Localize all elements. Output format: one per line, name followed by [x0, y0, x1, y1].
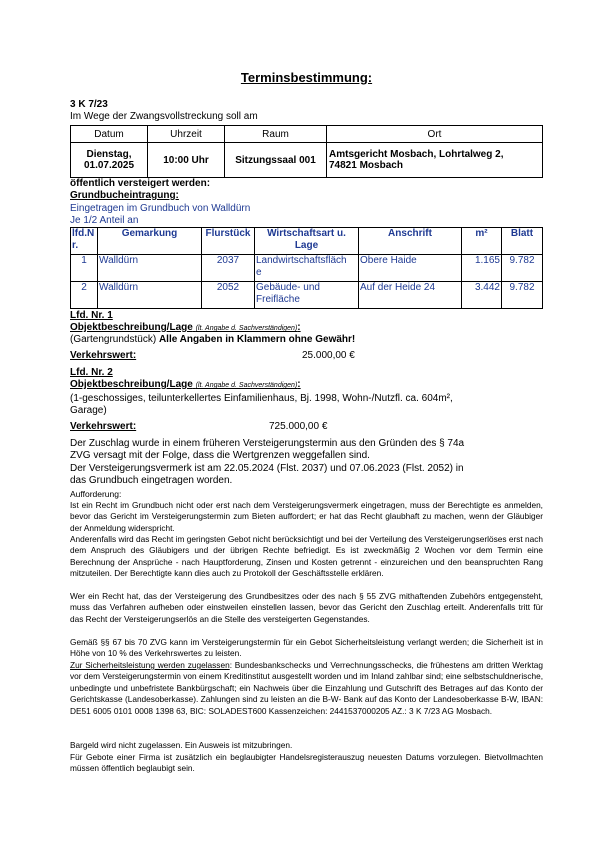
wer-text: Wer ein Recht hat, das der Versteigerung des Grundbesitzes oder des nach § 55 ZVG mithaftenden Zubehörs entgegensteht, muss das Verfahren aufheben oder einstweilen einstellen lassen, bevor das Gericht den Zuschlag erteilt. Anderenfalls tritt für das Recht der Versteigerungserlös an die Stelle des versteigerten Gegenstandes. — [70, 591, 543, 624]
schedule-place — [327, 143, 543, 178]
sicherheit-body: : Bundesbankschecks und Verrechnungsschecks, die frühestens am dritten Werktag vor dem Versteigerungstermin von einem Kreditinstitut ausgestellt worden und im Inland zahlbar sind; eine selbstschuldnerische, unbedingte und unbefristete Bankbürgschaft; ein Nachweis über die Einzahlung und Gutschrift des Betrages auf das Konto der Gerichtskasse (Landesoberkasse). Zahlungen sind zu leisten an die B-W- Bank auf das Konto der Landesoberkasse B-W, IBAN: DE51 6005 0101 0008 1398 63, BIC: SOLADEST600 Kassenzeichen: 2441537000205 AZ.: 3 K 7/23 AG Mosbach. — [70, 660, 543, 716]
auction-text: öffentlich versteigert werden: — [70, 178, 211, 189]
land-cell-wirtschaftsart — [255, 255, 359, 282]
land-header-flurstueck: Flurstück — [202, 228, 255, 255]
item2-value-label: Verkehrswert: — [70, 421, 137, 432]
land-cell-m2: 3.442 — [462, 282, 502, 309]
land-cell-anschrift: Obere Haide — [359, 255, 462, 282]
land-table — [70, 227, 543, 309]
item1-value-label: Verkehrswert: — [70, 350, 137, 361]
land-header-nr — [71, 228, 98, 255]
bargeld-text: Bargeld wird nicht zugelassen. Ein Ausweis ist mitzubringen. — [70, 740, 293, 750]
item2-desc-note: (lt. Angabe d. Sachverständigen) — [195, 382, 298, 389]
land-cell-nr: 1 — [71, 255, 98, 282]
land-cell-blatt: 9.782 — [502, 282, 543, 309]
item2-desc-heading — [70, 379, 301, 391]
land-header-nr-b: r. — [72, 240, 79, 251]
land-cell-wirtschaftsart-a: Landwirtschaftsfläch — [256, 255, 347, 266]
land-cell-blatt: 9.782 — [502, 255, 543, 282]
land-header-wirtschaftsart-a: Wirtschaftsart u. — [267, 228, 346, 239]
land-header-nr-a: lfd.N — [72, 228, 95, 239]
schedule-header-row — [71, 126, 543, 143]
land-header-anschrift: Anschrift — [359, 228, 462, 255]
vermerk-line2: das Grundbuch eingetragen worden. — [70, 475, 233, 486]
sicherheit-text — [70, 660, 543, 717]
item2-desc-line2: Garage) — [70, 405, 107, 416]
schedule-header-date: Datum — [71, 126, 148, 143]
schedule-date — [71, 143, 148, 178]
gemaess-text: Gemäß §§ 67 bis 70 ZVG kann im Versteigerungstermin für ein Gebot Sicherheitsleistung verlangt werden; die Sicherheit ist in Höhe von 10 % des Verkehrswertes zu leisten. — [70, 637, 543, 659]
schedule-header-place: Ort — [327, 126, 543, 143]
item1-desc-heading-text: Objektbeschreibung/Lage — [70, 322, 193, 333]
land-header-wirtschaftsart — [255, 228, 359, 255]
land-cell-gemarkung: Walldürn — [98, 255, 202, 282]
land-cell-wirtschaftsart-b: e — [256, 267, 262, 278]
aufforderung-heading: Aufforderung: — [70, 489, 122, 499]
schedule-header-room: Raum — [225, 126, 327, 143]
aufforderung-text: Ist ein Recht im Grundbuch nicht oder erst nach dem Versteigerungsvermerk eingetragen, muss der Berechtigte es anmelden, bevor das Gericht im Versteigerungstermin zum Bieten auffordert; er hat das Recht glaubhaft zu machen, wenn der Gläubiger der Anmeldung widerspricht. — [70, 500, 543, 533]
land-cell-m2: 1.165 — [462, 255, 502, 282]
schedule-place-line1: Amtsgericht Mosbach, Lohrtalweg 2, — [329, 149, 504, 160]
schedule-date-weekday: Dienstag, — [86, 149, 132, 160]
item1-desc-heading — [70, 322, 301, 334]
intro-text: Im Wege der Zwangsvollstreckung soll am — [70, 111, 258, 122]
land-cell-gemarkung: Walldürn — [98, 282, 202, 309]
item1-desc-bold: Alle Angaben in Klammern ohne Gewähr! — [158, 334, 356, 345]
anderenfalls-text: Anderenfalls wird das Recht im geringsten Gebot nicht berücksichtigt und bei der Verteilung des Versteigerungserlöses erst nach dem Anspruch des Gläubigers und der übrigen Rechte befriedigt. Es ist zweckmäßig 2 Wochen vor dem Termin eine Berechnung der Ansprüche - nach Hauptforderung, Zinsen und Kosten getrennt - einzureichen und den beanspruchten Rang mitzuteilen. Der Berechtigte kann dies auch zu Protokoll der Geschäftsstelle erklären. — [70, 534, 543, 579]
schedule-value-row — [71, 143, 543, 178]
item2-desc-heading-text: Objektbeschreibung/Lage — [70, 379, 193, 390]
item1-value: 25.000,00 € — [302, 350, 355, 361]
land-cell-wirtschaftsart — [255, 282, 359, 309]
land-header-wirtschaftsart-b: Lage — [294, 240, 319, 251]
land-cell-anschrift: Auf der Heide 24 — [359, 282, 462, 309]
schedule-place-line2: 74821 Mosbach — [329, 160, 403, 171]
table-row — [71, 282, 543, 309]
item2-label: Lfd. Nr. 2 — [70, 367, 113, 378]
land-header-m2: m² — [462, 228, 502, 255]
grundbuch-line2: Je 1/2 Anteil an — [70, 215, 139, 226]
case-number: 3 K 7/23 — [70, 99, 108, 110]
land-cell-nr: 2 — [71, 282, 98, 309]
land-cell-flurstueck: 2052 — [202, 282, 255, 309]
land-header-gemarkung: Gemarkung — [98, 228, 202, 255]
item1-label: Lfd. Nr. 1 — [70, 310, 113, 321]
page-title: Terminsbestimmung: — [240, 70, 373, 85]
land-cell-flurstueck: 2037 — [202, 255, 255, 282]
schedule-time: 10:00 Uhr — [148, 143, 225, 178]
item1-desc-note: (lt. Angabe d. Sachverständigen) — [195, 325, 298, 332]
item2-desc-line1: (1-geschossiges, teilunterkellertes Einfamilienhaus, Bj. 1998, Wohn-/Nutzfl. ca. 604m², — [70, 393, 453, 404]
land-cell-wirtschaftsart-a: Gebäude- und — [256, 282, 320, 293]
table-row — [71, 255, 543, 282]
item1-desc — [70, 334, 355, 345]
sicherheit-label: Zur Sicherheitsleistung werden zugelassen — [70, 660, 230, 670]
land-cell-wirtschaftsart-b: Freifläche — [256, 294, 300, 305]
schedule-room: Sitzungssaal 001 — [225, 143, 327, 178]
schedule-header-time: Uhrzeit — [148, 126, 225, 143]
schedule-table — [70, 125, 543, 178]
item2-desc-colon: : — [297, 379, 301, 390]
item1-desc-colon: : — [297, 322, 301, 333]
zuschlag-line1: Der Zuschlag wurde in einem früheren Versteigerungstermin aus den Gründen des § 74a — [70, 438, 465, 449]
land-header-blatt: Blatt — [502, 228, 543, 255]
item1-desc-text: (Gartengrundstück) — [70, 334, 157, 345]
gebote-text: Für Gebote einer Firma ist zusätzlich ein beglaubigter Handelsregisterauszug neuesten Datums vorzulegen. Bietvollmachten müssen öffentlich beglaubigt sein. — [70, 752, 543, 774]
grundbuch-line1: Eingetragen im Grundbuch von Walldürn — [70, 203, 251, 214]
vermerk-line1: Der Versteigerungsvermerk ist am 22.05.2024 (Flst. 2037) und 07.06.2023 (Flst. 2052) in — [70, 463, 464, 474]
schedule-date-value: 01.07.2025 — [83, 160, 135, 171]
item2-value: 725.000,00 € — [269, 421, 328, 432]
grundbuch-heading: Grundbucheintragung: — [70, 190, 179, 201]
zuschlag-line2: ZVG versagt mit der Folge, dass die Wertgrenzen weggefallen sind. — [70, 450, 370, 461]
land-header-row — [71, 228, 543, 255]
